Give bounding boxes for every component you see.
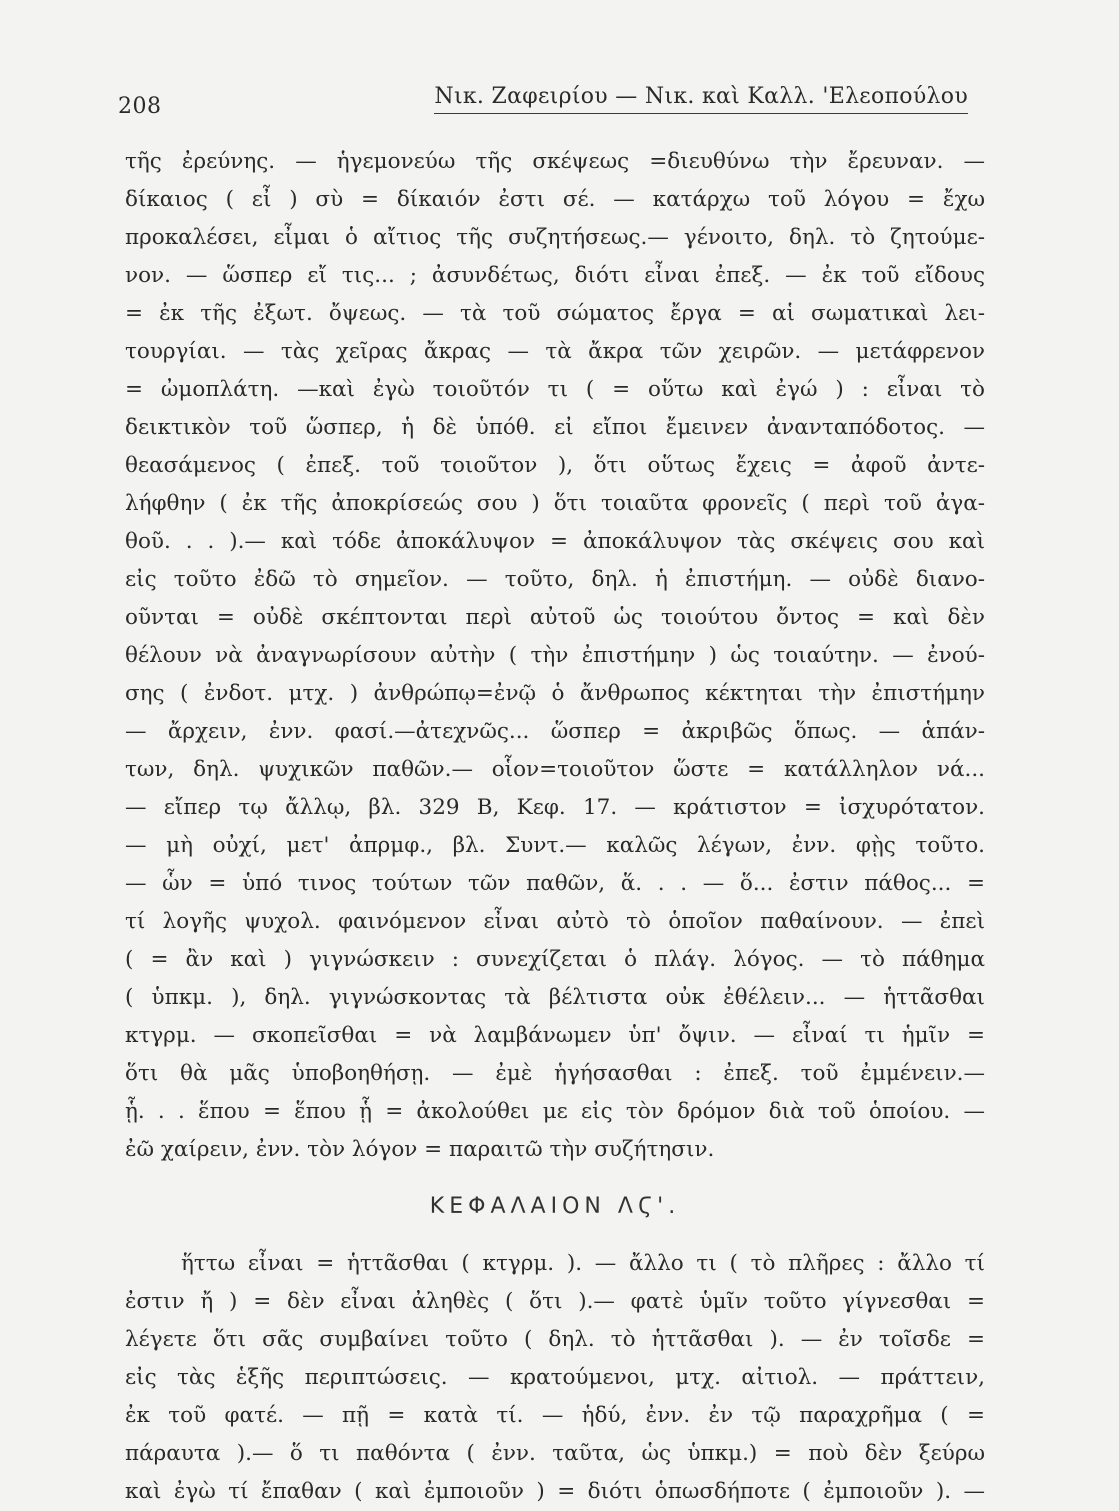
text-line: — ἄρχειν, ἐνν. φασί.—ἀτεχνῶς... ὥσπερ = ἀκριβῶς ὅπως. — ἁπάν- bbox=[125, 719, 985, 744]
text-line: εἰς τὰς ἑξῆς περιπτώσεις. — κρατούμενοι, μτχ. αἰτιολ. — πράττειν, bbox=[125, 1365, 985, 1390]
text-line: λήφθην ( ἐκ τῆς ἀποκρίσεώς σου ) ὅτι τοιαῦτα φρονεῖς ( περὶ τοῦ ἀγα- bbox=[125, 491, 985, 516]
text-line: — μὴ οὐχί, μετ' ἀπρμφ., βλ. Συντ.— καλῶς λέγων, ἐνν. φῂς τοῦτο. bbox=[125, 833, 985, 858]
text-line: τῆς ἐρεύνης. — ἡγεμονεύω τῆς σκέψεως =διευθύνω τὴν ἔρευναν. — bbox=[125, 149, 985, 174]
text-line: ἐκ τοῦ φατέ. — πῇ = κατὰ τί. — ἡδύ, ἐνν. ἐν τῷ παραχρῆμα ( = bbox=[125, 1403, 985, 1428]
text-line: λέγετε ὅτι σᾶς συμβαίνει τοῦτο ( δηλ. τὸ ἡττᾶσθαι ). — ἐν τοῖσδε = bbox=[125, 1327, 985, 1352]
text-line: ( = ἂν καὶ ) γιγνώσκειν : συνεχίζεται ὁ πλάγ. λόγος. — τὸ πάθημα bbox=[125, 947, 985, 972]
text-line: δίκαιος ( εἶ ) σὺ = δίκαιόν ἐστι σέ. — κατάρχω τοῦ λόγου = ἔχω bbox=[125, 187, 985, 212]
text-line: καὶ ἐγὼ τί ἔπαθαν ( καὶ ἐμποιοῦν ) = διότι ὁπωσδήποτε ( ἐμποιοῦν ). — bbox=[125, 1479, 985, 1504]
text-line: των, δηλ. ψυχικῶν παθῶν.— οἷον=τοιοῦτον ὥστε = κατάλληλον νά... bbox=[125, 757, 985, 782]
text-line: θέλουν νὰ ἀναγνωρίσουν αὐτὴν ( τὴν ἐπιστήμην ) ὡς τοιαύτην. — ἐνού- bbox=[125, 643, 985, 668]
text-line: νον. — ὥσπερ εἴ τις... ; ἀσυνδέτως, διότι εἶναι ἐπεξ. — ἐκ τοῦ εἴδους bbox=[125, 263, 985, 288]
text-line: σης ( ἐνδοτ. μτχ. ) ἀνθρώπῳ=ἐνῷ ὁ ἄνθρωπος κέκτηται τὴν ἐπιστήμην bbox=[125, 681, 985, 706]
text-line: ἥττω εἶναι = ἡττᾶσθαι ( κτγρμ. ). — ἄλλο τι ( τὸ πλῆρες : ἄλλο τί bbox=[181, 1251, 985, 1276]
text-line: προκαλέσει, εἶμαι ὁ αἴτιος τῆς συζητήσεως.— γένοιτο, δηλ. τὸ ζητούμε- bbox=[125, 225, 985, 250]
text-line: ἐστιν ἤ ) = δὲν εἶναι ἀληθὲς ( ὅτι ).— φατὲ ὑμῖν τοῦτο γίγνεσθαι = bbox=[125, 1289, 985, 1314]
text-line: τί λογῆς ψυχολ. φαινόμενον εἶναι αὐτὸ τὸ ὁποῖον παθαίνουν. — ἐπεὶ bbox=[125, 909, 985, 934]
text-line: = ὠμοπλάτη. —καὶ ἐγὼ τοιοῦτόν τι ( = οὕτω καὶ ἐγώ ) : εἶναι τὸ bbox=[125, 377, 985, 402]
text-line: ὅτι θὰ μᾶς ὑποβοηθήσῃ. — ἐμὲ ἡγήσασθαι : ἐπεξ. τοῦ ἐμμένειν.— bbox=[125, 1061, 985, 1086]
text-line: ᾗ. . . ἕπου = ἕπου ᾗ = ἀκολούθει με εἰς τὸν δρόμον διὰ τοῦ ὁποίου. — bbox=[125, 1099, 985, 1124]
page-header bbox=[118, 84, 978, 124]
text-line: ἐῶ χαίρειν, ἐνν. τὸν λόγον = παραιτῶ τὴν συζήτησιν. bbox=[125, 1137, 715, 1162]
chapter-heading: ΚΕΦΑΛΑΙΟΝ ΛϚ'. bbox=[429, 1194, 681, 1219]
text-line: δεικτικὸν τοῦ ὥσπερ, ἡ δὲ ὑπόθ. εἰ εἴποι ἔμεινεν ἀνανταπόδοτος. — bbox=[125, 415, 985, 440]
text-line: — ὧν = ὑπό τινος τούτων τῶν παθῶν, ἅ. . . — ὅ... ἐστιν πάθος... = bbox=[125, 871, 985, 896]
text-line: ( ὑπκμ. ), δηλ. γιγνώσκοντας τὰ βέλτιστα οὐκ ἐθέλειν... — ἡττᾶσθαι bbox=[125, 985, 985, 1010]
text-line: θεασάμενος ( ἐπεξ. τοῦ τοιοῦτον ), ὅτι οὕτως ἔχεις = ἀφοῦ ἀντε- bbox=[125, 453, 985, 478]
text-line: τουργίαι. — τὰς χεῖρας ἄκρας — τὰ ἄκρα τῶν χειρῶν. — μετάφρενον bbox=[125, 339, 985, 364]
text-line: κτγρμ. — σκοπεῖσθαι = νὰ λαμβάνωμεν ὑπ' ὄψιν. — εἶναί τι ἡμῖν = bbox=[125, 1023, 985, 1048]
text-line: = ἐκ τῆς ἐξωτ. ὄψεως. — τὰ τοῦ σώματος ἔργα = αἱ σωματικαὶ λει- bbox=[125, 301, 985, 326]
page-number: 208 bbox=[118, 94, 162, 119]
text-line: οῦνται = οὐδὲ σκέπτονται περὶ αὐτοῦ ὡς τοιούτου ὄντος = καὶ δὲν bbox=[125, 605, 985, 630]
body-text bbox=[125, 143, 985, 1511]
text-line: θοῦ. . . ).— καὶ τόδε ἀποκάλυψον = ἀποκάλυψον τὰς σκέψεις σου καὶ bbox=[125, 529, 985, 554]
running-head: Νικ. Ζαφειρίου — Νικ. καὶ Καλλ. 'Ελεοπούλου bbox=[434, 84, 968, 114]
text-line: πάραυτα ).— ὅ τι παθόντα ( ἐνν. ταῦτα, ὡς ὑπκμ.) = ποὺ δὲν ξεύρω bbox=[125, 1441, 985, 1466]
text-line: εἰς τοῦτο ἐδῶ τὸ σημεῖον. — τοῦτο, δηλ. ἡ ἐπιστήμη. — οὐδὲ διανο- bbox=[125, 567, 985, 592]
text-line: — εἴπερ τῳ ἄλλῳ, βλ. 329 B, Κεφ. 17. — κράτιστον = ἰσχυρότατον. bbox=[125, 795, 985, 820]
